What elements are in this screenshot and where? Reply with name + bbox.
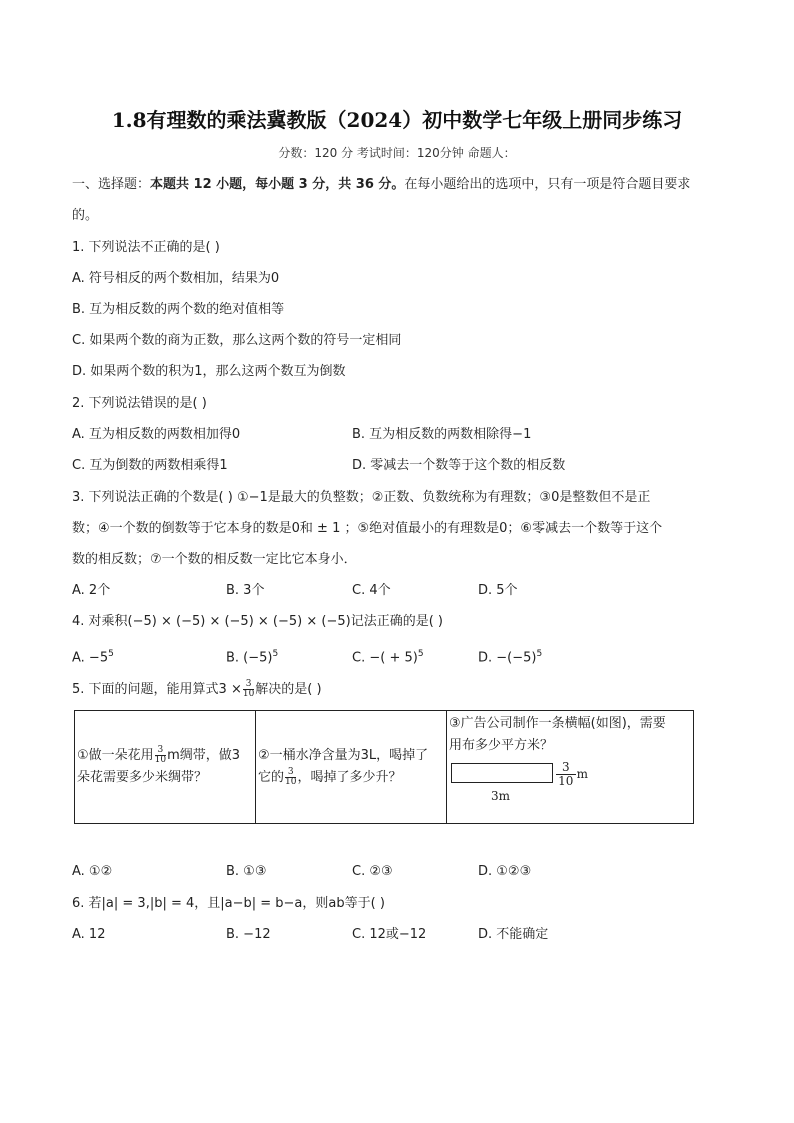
q2-option-b: B. 互为相反数的两数相除得−1 xyxy=(352,427,532,442)
q5-stem: 5. 下面的问题，能用算式3 × $\frac{3}{10}$ 解决的是( ) xyxy=(72,679,322,699)
q6-option-a: A. 12 xyxy=(72,927,106,942)
banner-width-label: 3m xyxy=(491,789,511,803)
q4-option-b: B. $(-5)^5$ xyxy=(226,649,279,666)
banner-figure xyxy=(449,761,691,805)
q1-option-b: B. 互为相反数的两个数的绝对值相等 xyxy=(72,302,285,317)
q6-stem: 6. 若|a| = 3,|b| = 4，且|a−b| = b−a，则ab等于( ) xyxy=(72,896,385,911)
section-heading xyxy=(72,175,690,195)
section-heading-cont: 的。 xyxy=(72,208,99,223)
q2-option-d: D. 零减去一个数等于这个数的相反数 xyxy=(352,458,566,473)
q2-option-a: A. 互为相反数的两数相加得0 xyxy=(72,427,241,442)
q4-option-d: D. $-(-5)^5$ xyxy=(478,649,543,666)
q5-cell-3: ③广告公司制作一条横幅(如图)，需要 用布多少平方米？ 3m $\frac{3}{10}$ m xyxy=(447,711,694,824)
q6-option-c: C. 12或−12 xyxy=(352,927,427,942)
fraction-3-10: $\frac{3}{10}$ xyxy=(285,767,297,787)
q5-option-a: A. ①② xyxy=(72,864,113,879)
q4-stem: 4. 对乘积(−5) × (−5) × (−5) × (−5) × (−5)记法正确的是( ) xyxy=(72,614,443,629)
banner-height-label: $\frac{3}{10}$ m xyxy=(555,761,588,788)
q3-stem-line2: 数；④一个数的倒数等于它本身的数是0和 ± 1 ；⑤绝对值最小的有理数是0；⑥零减去一个数等于这个 xyxy=(72,521,663,536)
fraction-3-10: $\frac{3}{10}$ xyxy=(242,679,255,699)
banner-rectangle xyxy=(451,763,553,783)
section-rule: 在每小题给出的选项中，只有一项是符合题目要求 xyxy=(404,177,691,192)
q2-stem: 2. 下列说法错误的是( ) xyxy=(72,396,207,411)
section-label: 一、选择题： xyxy=(72,177,151,192)
q6-option-d: D. 不能确定 xyxy=(478,927,549,942)
q5-option-c: C. ②③ xyxy=(352,864,393,879)
q1-stem: 1. 下列说法不正确的是( ) xyxy=(72,240,220,255)
q3-option-c: C. 4个 xyxy=(352,583,391,598)
section-rule-bold: 本题共 12 小题，每小题 3 分，共 36 分。 xyxy=(150,177,405,192)
q3-option-b: B. 3个 xyxy=(226,583,265,598)
page-title: 1.8有理数的乘法冀教版（2024）初中数学七年级上册同步练习 xyxy=(111,108,683,132)
q5-cell-2: ②一桶水净含量为3L，喝掉了 它的 $\frac{3}{10}$ ，喝掉了多少升？ xyxy=(256,711,447,824)
q2-option-c: C. 互为倒数的两数相乘得1 xyxy=(72,458,228,473)
q5-option-b: B. ①③ xyxy=(226,864,267,879)
q3-stem-line3: 数的相反数；⑦一个数的相反数一定比它本身小． xyxy=(72,552,357,567)
q1-option-a: A. 符号相反的两个数相加，结果为0 xyxy=(72,271,280,286)
q1-option-d: D. 如果两个数的积为1，那么这两个数互为倒数 xyxy=(72,364,346,379)
exam-info: 分数：120 分 考试时间：120分钟 命题人： xyxy=(278,146,516,160)
q3-option-d: D. 5个 xyxy=(478,583,518,598)
q5-cell-1: ①做一朵花用 $\frac{3}{10}$ m绸带，做3 朵花需要多少米绸带？ xyxy=(75,711,256,824)
fraction-3-10: $\frac{3}{10}$ xyxy=(154,745,167,765)
q4-option-a: A. $-5^5$ xyxy=(72,649,114,666)
q1-option-c: C. 如果两个数的商为正数，那么这两个数的符号一定相同 xyxy=(72,333,402,348)
q3-option-a: A. 2个 xyxy=(72,583,111,598)
q5-option-d: D. ①②③ xyxy=(478,864,532,879)
q6-option-b: B. −12 xyxy=(226,927,271,942)
q4-option-c: C. −( + 5)$^5$ xyxy=(352,649,424,666)
q3-stem-line1: 3. 下列说法正确的个数是( ) ①−1是最大的负整数；②正数、负数统称为有理数；③0是整数但不是正 xyxy=(72,490,651,505)
q5-table xyxy=(74,710,694,824)
